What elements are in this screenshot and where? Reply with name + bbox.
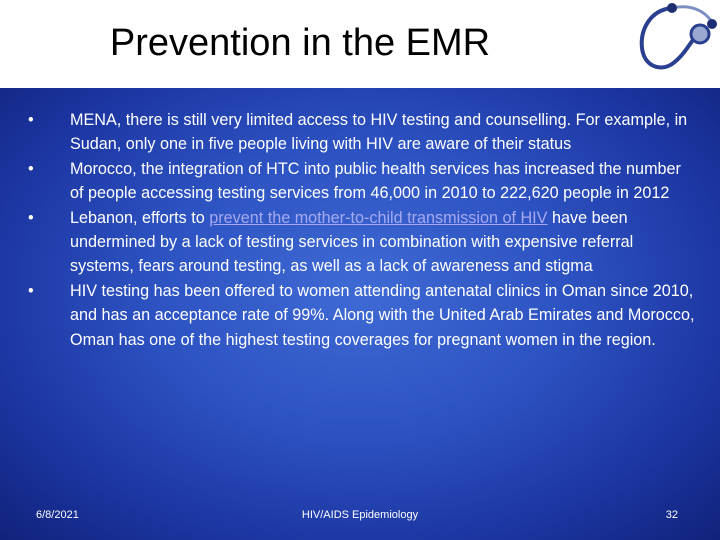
bullet-item [28,279,698,352]
pmtct-link[interactable]: prevent the mother-to-child transmission of HIV [209,208,548,227]
bullet-text-after: have been undermined by a lack of testing services in combination with expensive referral systems, fears around testing, as well as a lack of awareness and stigma [70,208,634,276]
footer-title: HIV/AIDS Epidemiology [301,509,419,521]
bullet-text: MENA, there is still very limited access to HIV testing and counselling. For example, in Sudan, only one in five people living with HIV are aware of their status [70,111,688,154]
bullet-item [28,157,698,206]
slide-title: Prevention in the EMR [109,22,491,64]
bullet-marker: • [28,281,34,300]
bullet-marker: • [28,159,34,178]
footer-date: 6/8/2021 [36,509,79,521]
bullet-item [28,108,698,157]
bullet-marker: • [28,111,34,129]
bullet-text-before: Lebanon, efforts to [70,208,210,227]
page-number: 32 [665,509,678,521]
bullet-list [28,108,698,352]
bullet-marker: • [28,208,34,227]
stethoscope-icon [580,0,720,90]
bullet-text: HIV testing has been offered to women attending antenatal clinics in Oman since 2010, and has an acceptance rate of 99%. Along with the United Arab Emirates and Morocco, Oman has one of the highest testing coverages for pregnant women in the region. [70,281,695,349]
bullet-text: Morocco, the integration of HTC into public health services has increased the number of people accessing testing services from 46,000 in 2010 to 222,620 people in 2012 [70,159,681,203]
bullet-item [28,206,698,279]
